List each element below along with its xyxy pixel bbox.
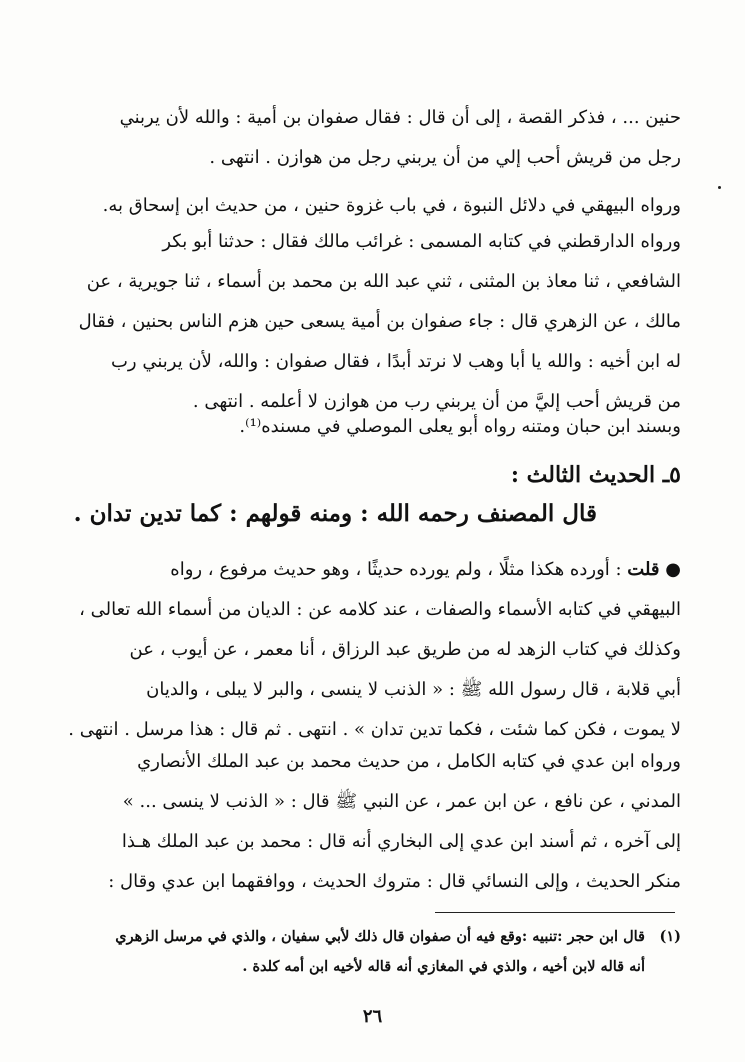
footnote — [66, 922, 681, 982]
text-line: لا يموت ، فكن كما شئت ، فكما تدين تدان » . انتهى . ثم قال : هذا مرسل . انتهى . — [68, 719, 681, 740]
text-line: ورواه ابن عدي في كتابه الكامل ، من حديث محمد بن عبد الملك الأنصاري — [137, 751, 681, 772]
text-line: رجل من قريش أحب إلي من أن يربني رجل من هوازن . انتهى . — [209, 147, 681, 168]
text-line: إلى آخره ، ثم أسند ابن عدي إلى البخاري أنه قال : محمد بن عبد الملك هـذا — [121, 831, 681, 852]
speck — [718, 186, 721, 189]
text-line — [66, 550, 681, 590]
paragraph-4 — [66, 407, 681, 447]
hadith-title-heading: قال المصنف رحمه الله : ومنه قولهم : كما تدين تدان . — [73, 500, 597, 527]
text-line: ورواه البيهقي في دلائل النبوة ، في باب غزوة حنين ، من حديث ابن إسحاق به. — [102, 195, 681, 216]
lead-word: قلت — [627, 559, 660, 580]
text-line: حنين ... ، فذكر القصة ، إلى أن قال : فقال صفوان بن أمية : والله لأن يربني — [119, 107, 681, 128]
paragraph-6 — [66, 742, 681, 902]
footnote-line — [66, 922, 681, 952]
paragraph-3 — [66, 222, 681, 422]
text-fragment: : أورده هكذا مثلًا ، ولم يورده حديثًا ، وهو حديث مرفوع ، رواه — [170, 559, 622, 580]
paragraph-1 — [66, 98, 681, 178]
paragraph-5 — [66, 550, 681, 750]
footnote-line: أنه قاله لابن أخيه ، والذي في المغازي أنه قاله لأخيه ابن أمه كلدة . — [242, 958, 645, 975]
footnote-text: قال ابن حجر :تنبيه :وقع فيه أن صفوان قال ذلك لأبي سفيان ، والذي في مرسل الزهري — [115, 928, 645, 945]
text-line: المدني ، عن نافع ، عن ابن عمر ، عن النبي ﷺ قال : « الذنب لا ينسى ... » — [122, 791, 681, 812]
text-line: وبسند ابن حبان ومتنه رواه أبو يعلى الموصلي في مسنده⁽¹⁾. — [239, 416, 681, 437]
footnote-number: (١) — [659, 928, 681, 945]
text-line: ورواه الدارقطني في كتابه المسمى : غرائب مالك فقال : حدثنا أبو بكر — [162, 231, 681, 252]
text-line: له ابن أخيه : والله يا أبا وهب لا نرتد أبدًا ، فقال صفوان : والله، لأن يربني رب — [110, 351, 681, 372]
hadith-number-heading: ٥ـ الحديث الثالث : — [510, 462, 681, 488]
text-line: البيهقي في كتابه الأسماء والصفات ، عند كلامه عن : الديان من أسماء الله تعالى ، — [79, 599, 681, 620]
text-line: مالك ، عن الزهري قال : جاء صفوان بن أمية يسعى حين هزم الناس بحنين ، فقال — [78, 311, 681, 332]
page-number: ٢٦ — [362, 1006, 383, 1027]
footnote-separator — [435, 912, 675, 913]
text-line: من قريش أحب إليَّ من أن يربني رب من هوازن لا أعلمه . انتهى . — [192, 391, 681, 412]
text-line: أبي قلابة ، قال رسول الله ﷺ : « الذنب لا ينسى ، والبر لا يبلى ، والديان — [146, 679, 681, 700]
paragraph-2 — [66, 186, 681, 226]
bullet: ● — [665, 559, 681, 580]
text-line: وكذلك في كتاب الزهد له من طريق عبد الرزاق ، أنا معمر ، عن أيوب ، عن — [129, 639, 681, 660]
text-line: الشافعي ، ثنا معاذ بن المثنى ، ثني عبد الله بن محمد بن أسماء ، ثنا جويرية ، عن — [86, 271, 681, 292]
text-line: منكر الحديث ، وإلى النسائي قال : متروك الحديث ، ووافقهما ابن عدي وقال : — [108, 871, 681, 892]
